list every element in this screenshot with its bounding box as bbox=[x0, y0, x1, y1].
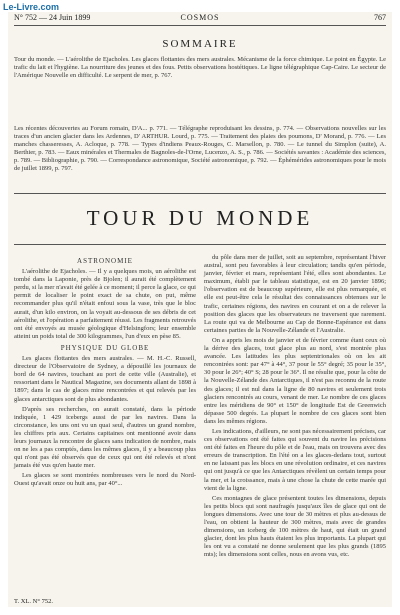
left-column bbox=[14, 254, 196, 491]
sommaire-heading: SOMMAIRE bbox=[162, 38, 238, 50]
article-paragraph: du pôle dans mer de juillet, soit au septembre, représentant l'hiver austral, sont peu favorables à leur circulation; tandis qu'en période, janvier, février et mars, représentant l'été, elles sont abondantes. Le maximum, établi par le tableau statistique, est en 20 janvier 1896; l'observation est de beaucoup supérieure, elle est plus remarquée, et elle est peut-être cela le résultat des connaissances obtenues sur le trafic, certaines régions, des navires en courant et on a de relever la position des glaces que les observateurs ne traversent que rarement. La route qui va de Melbourne au Cap de Bonne-Espérance est dans certaines parties de la Nouvelle-Zélande et l'Australie. bbox=[204, 254, 386, 334]
watermark-logo: Le-Livre.com bbox=[3, 2, 60, 12]
article-paragraph: On a appris les mois de janvier et de février comme étant ceux où la dérive des glaces, tout glace plus au nord, s'est montrée plus avancée. Les latitudes les plus septentrionales où on les ait rencontrées sont: par 47° à 44°, 37 pour le 55° degré; 35 pour le 35°, 30 pour le 26°; 40° S; 28 pour le 36°. Il ne résulte que, pour la côte de la Nouvelle-Zélande des Antarctiques, il n'est pas reconnu de la route des glaces; il est nul dans la ligne de 80 navires et seulement trois glaciers rencontrés au cours, venant de mer. Le nombre de ces glaces entre les méridiens de 90° et 150° de longitude Est de Greenwich dépasse 500 degrés. La plupart le nombre de ces glaces sont bien dans les mêmes régions. bbox=[204, 336, 386, 425]
article-glaces-continued: Les glaces se sont montrées nombreuses vers le nord du Nord-Ouest qu'avait onze ou huit ans, par 40°... bbox=[14, 472, 196, 488]
section-heading-astronomie: ASTRONOMIE bbox=[77, 257, 133, 265]
page-number: 767 bbox=[374, 13, 386, 22]
right-column bbox=[204, 254, 386, 561]
sommaire-paragraph-1: Tour du monde. — L'aérolithe de Ejacholes. Les glaces flottantes des mers australes. Mécanisme de la force chimique. Le point en Égypte. Le trafic du lait et l'hygiène. La nourriture des jeunes et des fous. Petits observations hostétiques. Le ligne télégraphique Cap-Caire. Le secteur de l'Amérique Nouvelle en difficulté. Le serpent de mer, p. 767. bbox=[14, 56, 386, 80]
header-rule bbox=[14, 25, 386, 26]
section-rule-top bbox=[14, 193, 386, 194]
journal-name: COSMOS bbox=[180, 13, 220, 22]
page-footer: T. XL. N° 752. bbox=[14, 598, 53, 605]
section-rule-bottom bbox=[14, 244, 386, 245]
article-aerolithe: L'aérolithe de Ejacholes. — Il y a quelques mois, un aérolithe est tombé dans la Laponie, près de Bjolen; il aurait été complètement perdu, si la mer n'avait été gelée à ce moment; il perce la glace, ce qui permit de localiser le point exact de sa chute, on put, même recommander plus qu'il n'était enfoui sous la vase, très que le bloc aurait, d'un kilo environ, on la voyait au-dessous de ses débris de cet aérolithe, et l'opération a parfaitement réussi. Les fragments retrouvés ont été envoyés au musée géologique d'Helsingfors; leur ensemble atteint un poids total de 300 kilogrammes, l'un d'eux en pèse 85. bbox=[14, 268, 196, 340]
article-paragraph: Les indications, d'ailleurs, ne sont pas nécessairement précises, car ces observations ont été faites qui souvent du navire les précisions ont été faites en l'heure du pôle et de l'eau, mais on trouvera avec des erreurs de transcription. En l'été on a les glaces-dedans tout, surtout en ne laissant pas les blocs en une révolution ordinaire, et ces navires qui ont jusqu'à ce que les Antarctiques révèlent un certain temps pour la mer, et la croissance, mais à une chose la chute de cette marée qui vient de la ligne. bbox=[204, 427, 386, 492]
sommaire-paragraph-2: Les récentes découvertes au Forum romain, D'A... p. 771. — Télégraphe reproduisant les dessins, p. 774. — Observations nouvelles sur les traces d'un ancien glacier dans les Ardennes, D' ARTHUR. Lourd, p. 775. — Traitement des plaies des poumons, D' Morand, p. 776. — Les manches chasseresses, A. Acloque, p. 778. — Types d'indiens Peaux-Rouges, C. Marsellon, p. 780. — Le tunnel du Simplon (suite), A. Berthier, p. 783. — Eaux minérales et Thermales de Bagnoles-de-l'Orne, Lucenzo, A. S., p. 786. — Sociétés savantes : Académie des sciences, p. 789. — Bibliographie, p. 790. — Correspondance astronomique, Société astronomique, p. 792. — Éphémérides astronomiques pour le mois de juillet 1899, p. 797. bbox=[14, 125, 386, 173]
article-glaces-body: D'après ses recherches, on aurait constaté, dans la période indiquée, 1 429 icebergs aussi de par les navires. Dans la circonstance, les uns ont vu un quai seul, d'autres un grand nombre, les chiffres pris aux. Certains capitaines ont mentionné avoir dans leurs journaux la rencontre de glaces sans indication de nombre, mais on ne les a pas comptés, dans les mêmes glaces, il y a beaucoup plus qui n'ont pas été observés que de ceux qui ont été relevés et n'ont jamais été vus qu'en haute mer. bbox=[14, 405, 196, 470]
main-title: TOUR DU MONDE bbox=[86, 206, 314, 230]
article-glaces-intro: Les glaces flottantes des mers australes. — M. H.-C. Russell, directeur de l'Observatoire de Sydney, a dépouillé les journaux de bord de 64 navires, touchant au port de cette ville (Australie), et ressortant dans le Nautical Magazine, ses documents allant de 1898 à 1897; dans le cas de glaces mine rencontrées et qui relevés par les glaces antarctiques sont de plus abondantes. bbox=[14, 355, 196, 403]
article-paragraph: Ces montagnes de glace présentent toutes les dimensions, depuis les petits blocs qui sont naufragés jusqu'aux îles de glace qui ont de longues dimensions. Avec une tour de 30 mètres et plus au-dessus de l'eau, on obtient la hauteur de 300 mètres, mais avec de grandes dimensions, un iceberg de 100 mètres de haut, qui était un grand glacier, dont les plus hauts étaient les plus importants. La plupart qui les ont vu a constaté ne donne seulement que les plus grands (1895 mts); les dimensions sont celles, nous en avons vus, etc. bbox=[204, 494, 386, 559]
section-heading-physique: PHYSIQUE DU GLOBE bbox=[60, 343, 150, 352]
journal-page bbox=[8, 12, 392, 607]
issue-number: N° 752 — 24 Juin 1899 bbox=[14, 13, 91, 22]
